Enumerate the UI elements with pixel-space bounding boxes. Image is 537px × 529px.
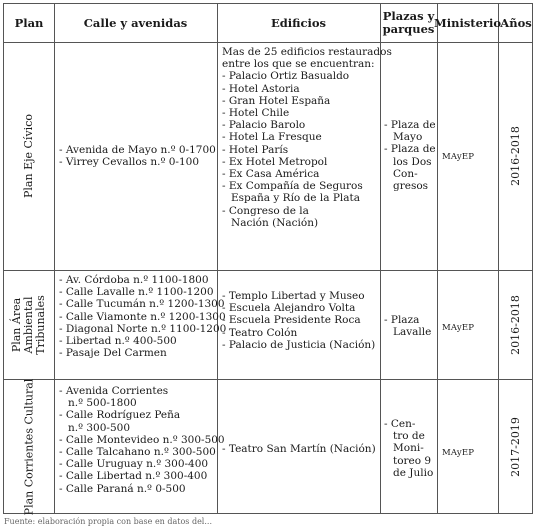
- header-years: Años: [500, 15, 532, 30]
- street-item: - Avenida de Mayo n.º 0-1700: [59, 144, 216, 156]
- street-item: - Calle Paraná n.º 0-500: [59, 482, 186, 495]
- street-item: - Calle Lavalle n.º 1100-1200: [59, 286, 214, 299]
- years-value: 2017-2019: [509, 417, 522, 477]
- street-item: - Calle Tucumán n.º 1200-1300: [59, 298, 225, 311]
- street-item: - Calle Talcahano n.º 300-500: [59, 446, 216, 459]
- plan-name-line: Plan Área: [10, 297, 23, 352]
- building-item: - Ex Hotel Metropol: [222, 155, 328, 168]
- years-cell: [498, 379, 534, 515]
- building-item: - Teatro Colón: [222, 326, 298, 339]
- plazas-cell: [384, 314, 431, 338]
- street-item: n.º 300-500: [68, 421, 131, 434]
- plan-name-line: Tribunales: [34, 294, 47, 355]
- column-divider: [437, 4, 438, 513]
- plaza-item: Mayo: [393, 131, 423, 144]
- street-item: - Calle Rodríguez Peña: [59, 409, 181, 422]
- street-item: - Calle Uruguay n.º 300-400: [59, 458, 209, 471]
- plaza-item: Lavalle: [393, 326, 432, 339]
- ministry-cell: MAyEP: [442, 152, 475, 162]
- street-item: - Libertad n.º 400-500: [59, 335, 177, 348]
- plan-name: Plan Corrientes Cultural: [22, 378, 36, 516]
- plazas-cell: [384, 119, 436, 192]
- buildings-intro: Mas de 25 edificios restaurados: [222, 46, 392, 58]
- street-item: - Calle Montevideo n.º 300-500: [59, 433, 225, 446]
- street-item: - Pasaje Del Carmen: [59, 347, 167, 360]
- building-item: Nación (Nación): [231, 216, 319, 229]
- header-streets: Calle y avenidas: [83, 15, 188, 30]
- ministry-cell: MAyEP: [442, 448, 475, 458]
- column-divider: [54, 4, 55, 513]
- building-item: España y Río de la Plata: [231, 192, 360, 205]
- ministry-cell: MAyEP: [442, 323, 475, 333]
- source-footnote: Fuente: elaboración propia con base en datos del...: [4, 517, 212, 526]
- plaza-item: Con-: [393, 167, 418, 180]
- building-item: - Hotel Chile: [222, 107, 290, 120]
- building-item: - Palacio Ortiz Basualdo: [222, 70, 350, 83]
- header-plazas-line: Plazas y: [382, 9, 435, 23]
- plaza-item: - Plaza: [384, 314, 420, 326]
- plaza-item: tro de: [393, 430, 425, 443]
- header-plazas: [380, 4, 437, 42]
- buildings-cell: [222, 46, 392, 229]
- plazas-cell: [384, 418, 433, 479]
- plaza-item: los Dos: [393, 155, 432, 168]
- building-item: - Palacio de Justicia (Nación): [222, 338, 376, 351]
- street-item: - Calle Viamonte n.º 1200-1300: [59, 310, 226, 323]
- row-divider: [4, 270, 532, 271]
- building-item: - Congreso de la: [222, 204, 309, 217]
- streets-cell: [59, 274, 226, 359]
- building-item: - Ex Casa América: [222, 168, 320, 181]
- row-divider: [4, 42, 532, 43]
- plan-cell: [4, 379, 54, 515]
- street-item: - Diagonal Norte n.º 1100-1200: [59, 322, 227, 335]
- plans-table: [3, 3, 533, 514]
- plan-name: Plan Eje Cívico: [22, 114, 35, 198]
- row-divider: [4, 379, 532, 380]
- street-item: - Calle Libertad n.º 300-400: [59, 470, 208, 483]
- building-item: - Escuela Presidente Roca: [222, 314, 361, 327]
- buildings-cell: [222, 443, 376, 455]
- buildings-intro: entre los que se encuentran:: [222, 58, 375, 71]
- buildings-cell: [222, 290, 375, 351]
- streets-cell: [59, 385, 225, 495]
- plan-name-line: Ambiental: [22, 295, 35, 354]
- building-item: - Templo Libertad y Museo: [222, 290, 365, 302]
- street-item: - Avenida Corrientes: [59, 385, 169, 397]
- years-cell: [498, 42, 534, 270]
- plan-cell: [4, 270, 54, 379]
- years-value: 2016-2018: [509, 294, 522, 355]
- header-plazas-line: parques: [382, 22, 435, 36]
- building-item: - Hotel La Fresque: [222, 131, 322, 144]
- plaza-item: gresos: [393, 180, 429, 193]
- plaza-item: - Plaza de: [384, 143, 436, 156]
- street-item: - Av. Córdoba n.º 1100-1800: [59, 274, 209, 286]
- plan-cell: [4, 42, 54, 270]
- plaza-item: de Julio: [393, 466, 434, 479]
- plaza-item: toreo 9: [393, 454, 432, 467]
- building-item: - Hotel Astoria: [222, 82, 300, 95]
- plaza-item: - Cen-: [384, 418, 416, 430]
- street-item: n.º 500-1800: [68, 397, 137, 410]
- building-item: - Gran Hotel España: [222, 94, 331, 107]
- building-item: - Escuela Alejandro Volta: [222, 302, 356, 315]
- streets-cell: [59, 144, 216, 168]
- header-plan: Plan: [14, 15, 44, 30]
- years-cell: [498, 270, 534, 379]
- building-item: - Teatro San Martín (Nación): [222, 443, 376, 455]
- building-item: - Palacio Barolo: [222, 119, 306, 132]
- street-item: - Virrey Cevallos n.º 0-100: [59, 156, 200, 169]
- header-buildings: Edificios: [270, 15, 327, 30]
- header-ministry: Ministerio: [433, 15, 502, 30]
- building-item: - Ex Compañía de Seguros: [222, 180, 363, 193]
- plaza-item: Moni-: [393, 442, 424, 455]
- plaza-item: - Plaza de: [384, 119, 436, 131]
- plan-name: [11, 295, 47, 355]
- years-value: 2016-2018: [509, 126, 522, 186]
- building-item: - Hotel París: [222, 143, 289, 156]
